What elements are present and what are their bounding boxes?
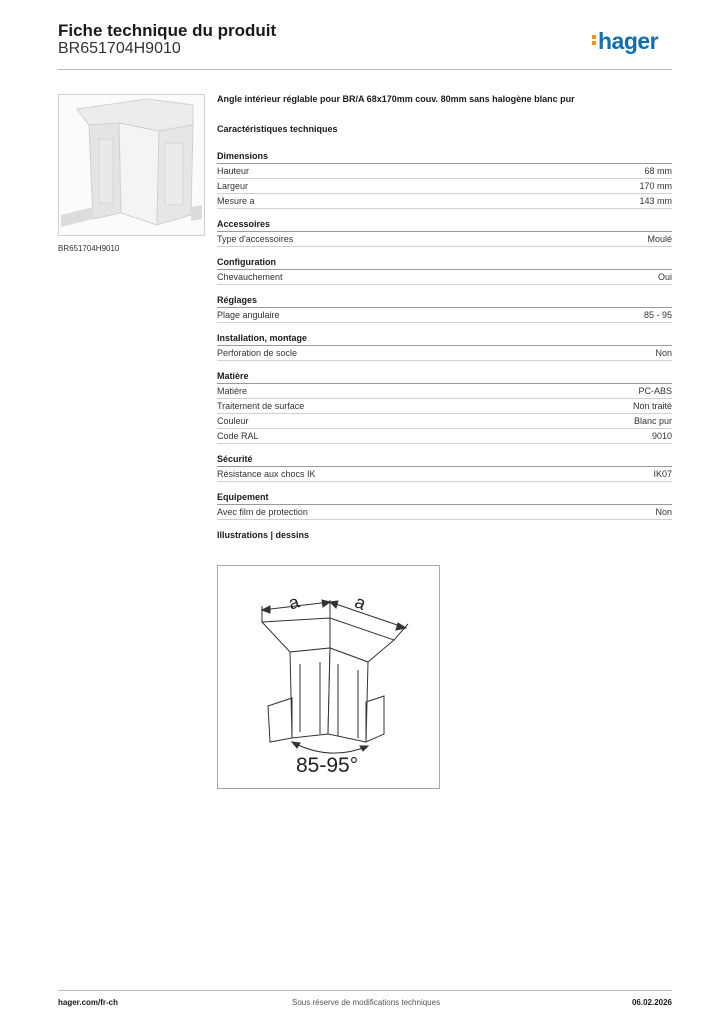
brand-name: hager <box>598 28 659 54</box>
spec-value: Oui <box>657 272 672 282</box>
page-title: Fiche technique du produit <box>58 21 277 40</box>
section-title: Accessoires <box>217 219 672 232</box>
section-title: Configuration <box>217 257 672 270</box>
section-title: Matière <box>217 371 672 384</box>
spec-row <box>217 179 672 194</box>
spec-panel <box>217 94 672 540</box>
spec-value: 143 mm <box>639 196 672 206</box>
spec-label: Mesure a <box>217 196 255 206</box>
spec-section <box>217 151 672 209</box>
brand-logo[interactable] <box>592 28 658 55</box>
spec-row <box>217 194 672 209</box>
spec-label: Plage angulaire <box>217 310 280 320</box>
spec-value: Non <box>655 348 672 358</box>
angle-label: 85-95° <box>296 754 359 777</box>
product-photo <box>58 94 205 236</box>
photo-caption: BR651704H9010 <box>58 244 120 253</box>
spec-label: Largeur <box>217 181 249 191</box>
spec-row <box>217 346 672 361</box>
spec-row <box>217 308 672 323</box>
spec-value: IK07 <box>653 469 672 479</box>
spec-label: Résistance aux chocs IK <box>217 469 316 479</box>
footer-website-link[interactable]: hager.com/fr-ch <box>58 998 119 1007</box>
spec-label: Avec film de protection <box>217 507 308 517</box>
spec-label: Matière <box>217 386 248 396</box>
spec-section <box>217 371 672 444</box>
spec-value: 85 - 95 <box>643 310 672 320</box>
spec-row <box>217 467 672 482</box>
spec-label: Hauteur <box>217 166 250 176</box>
logo-dots-icon <box>592 33 596 47</box>
spec-row <box>217 164 672 179</box>
spec-section <box>217 219 672 247</box>
illustrations-title: Illustrations | dessins <box>217 530 310 540</box>
footer-divider <box>58 990 672 991</box>
section-title: Dimensions <box>217 151 672 164</box>
spec-section <box>217 333 672 361</box>
spec-value: Moulé <box>647 234 672 244</box>
spec-value: Non <box>655 507 672 517</box>
spec-label: Traitement de surface <box>217 401 305 411</box>
spec-label: Type d'accessoires <box>217 234 294 244</box>
dimension-label-left: a <box>285 591 302 614</box>
technical-drawing <box>217 565 440 789</box>
section-title: Equipement <box>217 492 672 505</box>
section-title: Sécurité <box>217 454 672 467</box>
footer-notice: Sous réserve de modifications techniques <box>292 998 441 1007</box>
spec-section <box>217 295 672 323</box>
spec-label: Couleur <box>217 416 249 426</box>
spec-value: Blanc pur <box>633 416 672 426</box>
spec-label: Perforation de socle <box>217 348 298 358</box>
spec-value: 68 mm <box>644 166 672 176</box>
section-title: Installation, montage <box>217 333 672 346</box>
product-reference: BR651704H9010 <box>58 40 181 57</box>
angle-drawing-icon <box>218 566 439 788</box>
spec-label: Code RAL <box>217 431 259 441</box>
product-description: Angle intérieur réglable pour BR/A 68x170mm couv. 80mm sans halogène blanc pur <box>217 94 575 104</box>
spec-row <box>217 414 672 429</box>
spec-value: 170 mm <box>639 181 672 191</box>
spec-row <box>217 429 672 444</box>
spec-section <box>217 454 672 482</box>
inner-angle-photo-icon <box>59 95 204 235</box>
spec-row <box>217 270 672 285</box>
spec-section <box>217 492 672 520</box>
spec-row <box>217 232 672 247</box>
dimension-label-right: a <box>352 591 369 614</box>
spec-sections <box>217 151 672 520</box>
spec-row <box>217 384 672 399</box>
spec-label: Chevauchement <box>217 272 283 282</box>
spec-value: PC-ABS <box>638 386 672 396</box>
section-title: Réglages <box>217 295 672 308</box>
spec-row <box>217 505 672 520</box>
spec-row <box>217 399 672 414</box>
footer-date: 06.02.2026 <box>631 998 672 1007</box>
header-divider <box>58 69 672 70</box>
spec-value: Non traité <box>632 401 672 411</box>
spec-section <box>217 257 672 285</box>
spec-value: 9010 <box>651 431 672 441</box>
technical-heading: Caractéristiques techniques <box>217 124 338 134</box>
